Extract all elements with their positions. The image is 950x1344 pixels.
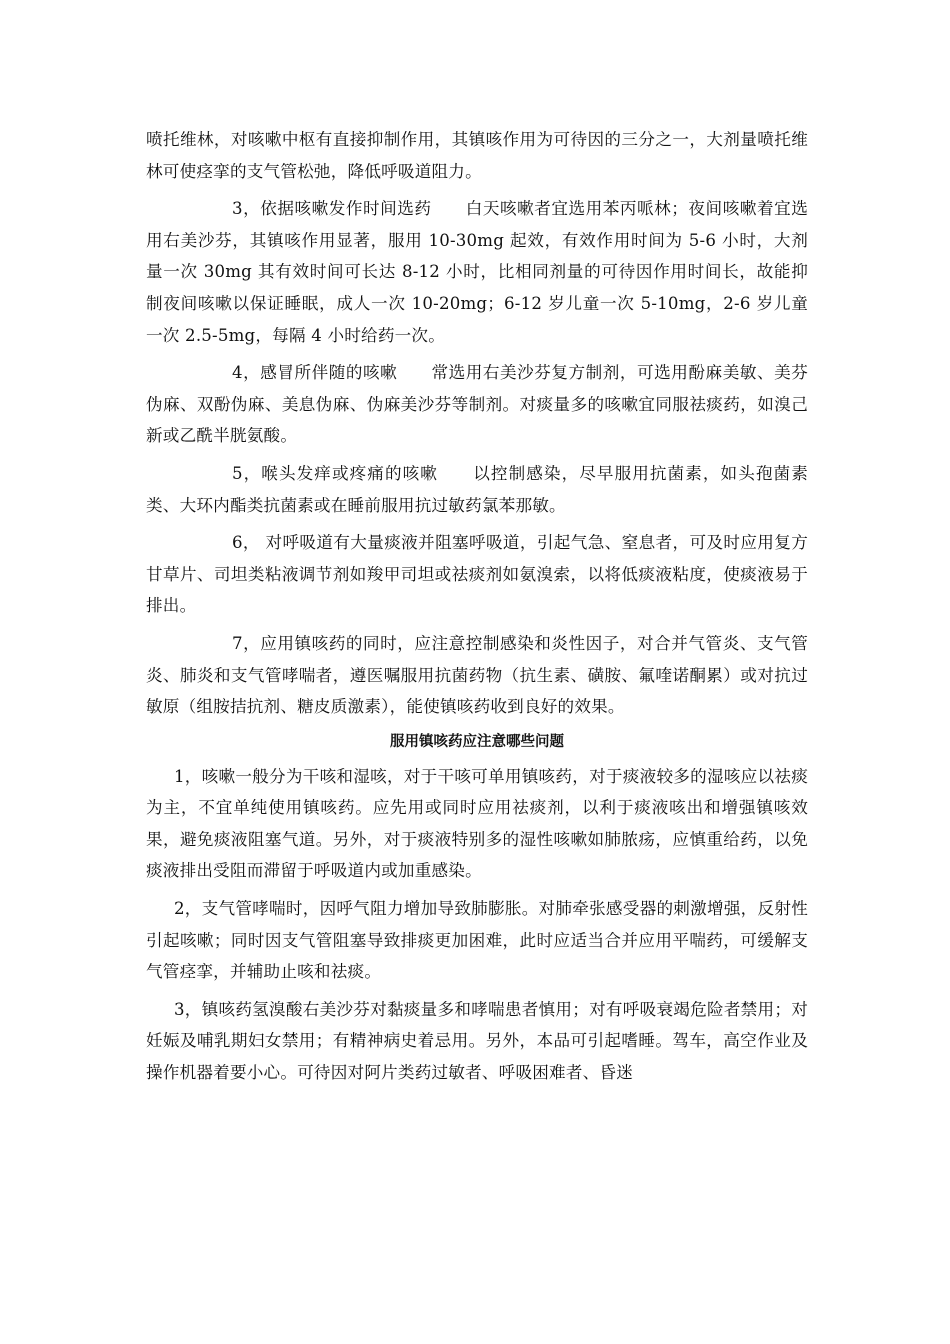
paragraph-item-6: 6， 对呼吸道有大量痰液并阻塞呼吸道，引起气急、窒息者，可及时应用复方甘草片、司坦类粘液调节剂如羧甲司坦或祛痰剂如氨溴索，以将低痰液粘度，使痰液易于排出。 [146, 533, 808, 616]
paragraph-note-1: 1，咳嗽一般分为干咳和湿咳，对于干咳可单用镇咳药，对于痰液较多的湿咳应以祛痰为主，不宜单纯使用镇咳药。应先用或同时应用祛痰剂，以利于痰液咳出和增强镇咳效果，避免痰液阻塞气道。另外，对于痰液特别多的湿性咳嗽如肺脓疡，应慎重给药，以免痰液排出受阻而滞留于呼吸道内或加重感染。 [146, 766, 808, 881]
section-heading: 服用镇咳药应注意哪些问题 [390, 733, 564, 750]
paragraph-item-4: 4，感冒所伴随的咳嗽 常选用右美沙芬复方制剂，可选用酚麻美敏、美芬伪麻、双酚伪麻、美息伪麻、伪麻美沙芬等制剂。对痰量多的咳嗽宜同服祛痰药，如溴己新或乙酰半胱氨酸。 [146, 363, 808, 446]
paragraph-item-5: 5，喉头发痒或疼痛的咳嗽 以控制感染，尽早服用抗菌素，如头孢菌素类、大环内酯类抗菌素或在睡前服用抗过敏药氯苯那敏。 [146, 463, 808, 515]
document-body [146, 124, 808, 1095]
paragraph-item-3: 3，依据咳嗽发作时间选药 白天咳嗽者宜选用苯丙哌林；夜间咳嗽着宜选用右美沙芬，其镇咳作用显著，服用 10-30mg 起效，有效作用时间为 5-6 小时，大剂量一次 30mg 其有效时间可长达 8-12 小时，比相同剂量的可待因作用时间长，故能抑制夜间咳嗽以保证睡眠，成人一次 10-20mg；6-12 岁儿童一次 5-10mg，2-6 岁儿童一次 2.5-5mg，每隔 4 小时给药一次。 [146, 199, 808, 345]
paragraph-item-7: 7，应用镇咳药的同时，应注意控制感染和炎性因子，对合并气管炎、支气管炎、肺炎和支气管哮喘者，遵医嘱服用抗菌药物（抗生素、磺胺、氟喹诺酮累）或对抗过敏原（组胺拮抗剂、糖皮质激素），能使镇咳药收到良好的效果。 [146, 633, 808, 717]
paragraph-continuation: 喷托维林，对咳嗽中枢有直接抑制作用，其镇咳作用为可待因的三分之一，大剂量喷托维林可使痉挛的支气管松弛，降低呼吸道阻力。 [146, 130, 808, 181]
paragraph-note-3: 3，镇咳药氢溴酸右美沙芬对黏痰量多和哮喘患者慎用；对有呼吸衰竭危险者禁用；对妊娠及哺乳期妇女禁用；有精神病史着忌用。另外，本品可引起嗜睡。驾车，高空作业及操作机器着要小心。可待因对阿片类药过敏者、呼吸困难者、昏迷 [146, 999, 808, 1083]
paragraph-note-2: 2，支气管哮喘时，因呼气阻力增加导致肺膨胀。对肺牵张感受器的刺激增强，反射性引起咳嗽；同时因支气管阻塞导致排痰更加困难，此时应适当合并应用平喘药，可缓解支气管痉挛，并辅助止咳和祛痰。 [146, 899, 808, 982]
